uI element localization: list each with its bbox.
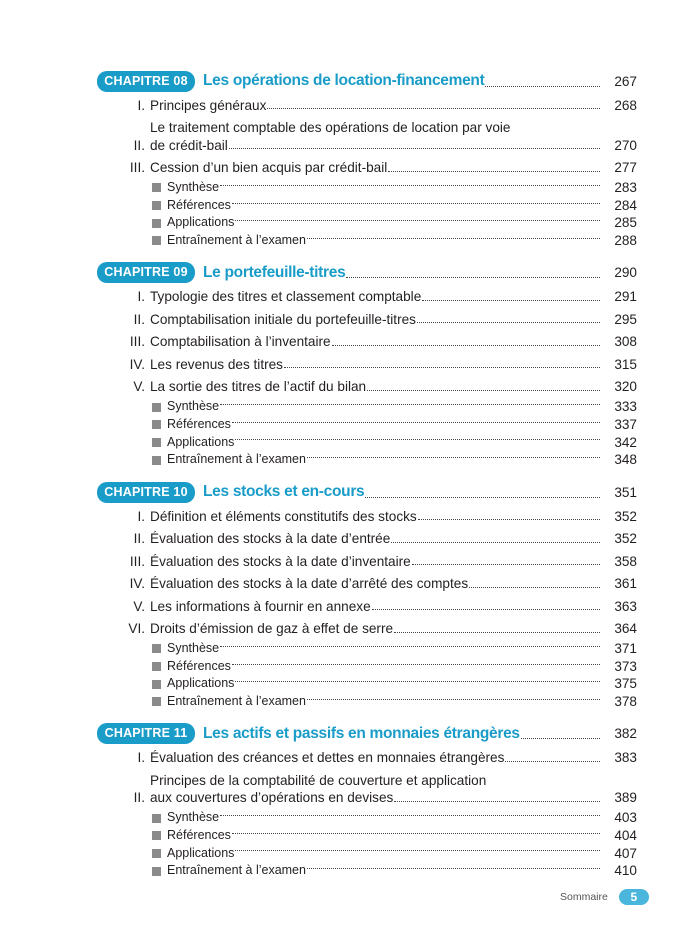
dot-leader xyxy=(235,220,600,221)
square-bullet-icon xyxy=(152,201,161,210)
chapter-title: Les opérations de location-financement xyxy=(203,72,485,89)
section-title: Évaluation des stocks à la date d’entrée xyxy=(150,531,391,546)
section-number: IV. xyxy=(129,356,145,372)
footer-section-label: Sommaire xyxy=(560,891,608,903)
toc-subitem[interactable] xyxy=(97,640,637,658)
square-bullet-icon xyxy=(152,456,161,465)
section-line xyxy=(150,378,637,396)
subitem-label: Entraînement à l’examen xyxy=(167,452,306,467)
section-line xyxy=(150,159,637,177)
page-number: 410 xyxy=(614,863,637,879)
page-number: 403 xyxy=(614,810,637,826)
subitem-label: Synthèse xyxy=(167,399,220,414)
section-line xyxy=(150,553,637,571)
dot-leader xyxy=(232,203,600,204)
section-text xyxy=(150,378,637,396)
section-title: Comptabilisation à l’inventaire xyxy=(150,334,331,350)
toc-section[interactable] xyxy=(97,769,637,809)
toc-section[interactable] xyxy=(97,618,637,641)
page-number: 364 xyxy=(614,621,637,636)
subitem-label: Références xyxy=(167,827,231,842)
toc-subitem[interactable] xyxy=(97,693,637,711)
section-title: Cession d’un bien acquis par crédit-bail xyxy=(150,160,388,175)
section-number: II. xyxy=(133,790,145,806)
dot-leader xyxy=(332,345,600,346)
page-number: 268 xyxy=(614,97,637,113)
toc-subitem[interactable] xyxy=(97,845,637,863)
toc-subitem[interactable] xyxy=(97,197,637,215)
section-text xyxy=(150,553,637,571)
dot-leader xyxy=(284,367,600,368)
square-bullet-icon xyxy=(152,183,161,192)
dot-leader xyxy=(394,801,600,802)
section-number: II. xyxy=(133,137,145,153)
section-title: aux couvertures d’opérations en devises xyxy=(150,790,394,806)
page-number: 348 xyxy=(614,452,637,468)
section-text xyxy=(150,620,637,638)
section-line xyxy=(150,333,637,351)
page-number: 352 xyxy=(614,508,637,524)
dot-leader xyxy=(220,404,600,405)
dot-leader xyxy=(235,850,600,851)
square-bullet-icon xyxy=(152,236,161,245)
dot-leader xyxy=(232,833,600,834)
toc-subitem[interactable] xyxy=(97,862,637,880)
page-number-badge: 5 xyxy=(619,889,649,905)
section-text xyxy=(150,772,637,807)
chapter-title: Les actifs et passifs en monnaies étrangères xyxy=(203,724,520,742)
page-number: 295 xyxy=(614,311,637,327)
section-line xyxy=(150,356,637,374)
page-number: 315 xyxy=(614,356,637,372)
toc-subitem[interactable] xyxy=(97,214,637,232)
subitem-label: Synthèse xyxy=(167,810,220,825)
toc-section[interactable] xyxy=(97,117,637,157)
toc-subitem[interactable] xyxy=(97,232,637,250)
dot-leader xyxy=(307,457,600,458)
section-number: II. xyxy=(133,311,145,327)
subitem-label: Références xyxy=(167,658,231,673)
toc-section[interactable] xyxy=(97,94,637,117)
dot-leader xyxy=(521,738,600,739)
chapter-title: Le portefeuille-titres xyxy=(203,263,346,281)
chapter-badge: CHAPITRE 08 xyxy=(97,71,195,92)
chapter-heading[interactable] xyxy=(97,721,637,747)
section-line xyxy=(150,311,637,329)
section-title: Comptabilisation initiale du portefeuille-titres xyxy=(150,311,416,327)
page-number: 270 xyxy=(614,137,637,153)
section-line xyxy=(150,598,637,616)
page-number: 361 xyxy=(614,576,637,591)
square-bullet-icon xyxy=(152,867,161,876)
section-title: Les informations à fournir en annexe xyxy=(150,598,371,614)
dot-leader xyxy=(485,86,600,87)
page-number: 285 xyxy=(614,215,637,231)
dot-leader xyxy=(388,171,600,172)
section-text xyxy=(150,288,637,306)
section-number: VI. xyxy=(128,621,145,636)
section-number: II. xyxy=(133,531,145,546)
toc-section[interactable] xyxy=(97,331,637,354)
toc-section[interactable] xyxy=(97,505,637,528)
toc-section[interactable] xyxy=(97,550,637,573)
section-line xyxy=(150,288,637,306)
subitem-label: Entraînement à l’examen xyxy=(167,233,306,248)
section-line xyxy=(150,620,637,638)
subitem-label: Applications xyxy=(167,676,235,691)
page-number: 337 xyxy=(614,416,637,432)
section-title: Définition et éléments constitutifs des stocks xyxy=(150,508,417,524)
dot-leader xyxy=(232,422,600,423)
dot-leader xyxy=(346,277,600,278)
section-number: I. xyxy=(137,97,145,113)
section-line xyxy=(150,508,637,526)
dot-leader xyxy=(394,632,600,633)
dot-leader xyxy=(307,699,600,700)
section-number: IV. xyxy=(129,576,145,591)
section-number: III. xyxy=(129,334,145,350)
subitem-label: Applications xyxy=(167,434,235,449)
section-number: III. xyxy=(129,553,145,569)
page-number: 342 xyxy=(614,434,637,450)
page-number: 291 xyxy=(614,289,637,305)
section-number: I. xyxy=(137,289,145,305)
section-text xyxy=(150,356,637,374)
dot-leader xyxy=(232,664,600,665)
square-bullet-icon xyxy=(152,420,161,429)
square-bullet-icon xyxy=(152,680,161,689)
section-text xyxy=(150,311,637,329)
chapter-badge: CHAPITRE 09 xyxy=(97,262,195,283)
subitem-label: Applications xyxy=(167,845,235,860)
section-line xyxy=(150,97,637,115)
page-number: 389 xyxy=(614,790,637,806)
section-title: Évaluation des créances et dettes en monnaies étrangères xyxy=(150,750,505,766)
toc-subitem[interactable] xyxy=(97,434,637,452)
subitem-label: Références xyxy=(167,197,231,212)
page-number: 308 xyxy=(614,334,637,350)
page-number: 333 xyxy=(614,399,637,415)
subitem-label: Applications xyxy=(167,215,235,230)
page-number: 382 xyxy=(614,726,637,742)
toc-subitem[interactable] xyxy=(97,179,637,197)
dot-leader xyxy=(365,497,600,498)
toc-subitem[interactable] xyxy=(97,809,637,827)
page-number: 378 xyxy=(614,694,637,710)
section-title: Principes de la comptabilité de couverture et application xyxy=(150,772,487,788)
page-number: 404 xyxy=(614,827,637,843)
toc-section[interactable] xyxy=(97,157,637,180)
chapter-title: Les stocks et en-cours xyxy=(203,483,365,500)
subitem-label: Entraînement à l’examen xyxy=(167,863,306,878)
section-title: Le traitement comptable des opérations de location par voie xyxy=(150,120,511,135)
toc-subitem[interactable] xyxy=(97,658,637,676)
page-number: 283 xyxy=(614,180,637,195)
section-title: Droits d’émission de gaz à effet de serre xyxy=(150,621,394,636)
section-title: Principes généraux xyxy=(150,97,267,113)
dot-leader xyxy=(307,868,600,869)
toc-section[interactable] xyxy=(97,376,637,399)
toc-subitem[interactable] xyxy=(97,675,637,693)
page-number: 383 xyxy=(614,750,637,766)
square-bullet-icon xyxy=(152,403,161,412)
section-text xyxy=(150,598,637,616)
square-bullet-icon xyxy=(152,438,161,447)
section-title: Typologie des titres et classement comptable xyxy=(150,289,422,305)
square-bullet-icon xyxy=(152,662,161,671)
page-number: 373 xyxy=(614,658,637,674)
toc-section[interactable] xyxy=(97,747,637,770)
section-text xyxy=(150,119,637,154)
square-bullet-icon xyxy=(152,814,161,823)
toc-subitem[interactable] xyxy=(97,451,637,469)
page-number: 371 xyxy=(614,641,637,656)
section-title: de crédit-bail xyxy=(150,137,228,153)
chapter-badge: CHAPITRE 11 xyxy=(97,723,195,744)
page-footer xyxy=(560,889,649,905)
section-text xyxy=(150,530,637,548)
section-text xyxy=(150,575,637,593)
toc-section[interactable] xyxy=(97,595,637,618)
section-title: Évaluation des stocks à la date d’inventaire xyxy=(150,553,411,569)
toc-section[interactable] xyxy=(97,528,637,551)
section-line xyxy=(150,137,637,155)
square-bullet-icon xyxy=(152,219,161,228)
page-number: 351 xyxy=(614,484,637,500)
page-number: 352 xyxy=(614,531,637,546)
toc-subitem[interactable] xyxy=(97,398,637,416)
section-line xyxy=(150,789,637,807)
dot-leader xyxy=(229,148,600,149)
dot-leader xyxy=(412,564,600,565)
page-number: 290 xyxy=(614,265,637,281)
dot-leader xyxy=(220,646,600,647)
subitem-label: Entraînement à l’examen xyxy=(167,694,306,709)
section-line xyxy=(150,749,637,767)
toc-section[interactable] xyxy=(97,286,637,309)
section-number: I. xyxy=(137,750,145,766)
dot-leader xyxy=(372,609,600,610)
page-number: 363 xyxy=(614,598,637,614)
section-title: Évaluation des stocks à la date d’arrêté des comptes xyxy=(150,576,469,591)
dot-leader xyxy=(367,390,600,391)
dot-leader xyxy=(307,238,600,239)
page-number: 288 xyxy=(614,233,637,249)
chapter-heading[interactable] xyxy=(97,260,637,286)
section-line xyxy=(150,772,637,790)
section-line xyxy=(150,575,637,593)
page-number: 267 xyxy=(614,73,637,89)
table-of-contents xyxy=(97,68,637,880)
square-bullet-icon xyxy=(152,644,161,653)
section-text xyxy=(150,749,637,767)
section-number: V. xyxy=(133,379,145,395)
square-bullet-icon xyxy=(152,697,161,706)
dot-leader xyxy=(505,761,600,762)
subitem-label: Synthèse xyxy=(167,180,220,194)
page-number: 375 xyxy=(614,676,637,692)
section-text xyxy=(150,159,637,177)
page-number: 358 xyxy=(614,553,637,569)
toc-section[interactable] xyxy=(97,573,637,596)
dot-leader xyxy=(418,519,600,520)
section-number: III. xyxy=(129,160,145,175)
square-bullet-icon xyxy=(152,831,161,840)
section-number: I. xyxy=(137,508,145,524)
section-text xyxy=(150,97,637,115)
chapter-badge: CHAPITRE 10 xyxy=(97,482,195,503)
dot-leader xyxy=(235,439,600,440)
dot-leader xyxy=(235,681,600,682)
page-number: 277 xyxy=(614,160,637,175)
toc-subitem[interactable] xyxy=(97,416,637,434)
section-line xyxy=(150,119,637,137)
chapter-heading[interactable] xyxy=(97,479,637,505)
section-text xyxy=(150,508,637,526)
page-number: 284 xyxy=(614,197,637,213)
toc-section[interactable] xyxy=(97,308,637,331)
dot-leader xyxy=(469,587,600,588)
section-text xyxy=(150,333,637,351)
section-title: Les revenus des titres xyxy=(150,356,283,372)
section-number: V. xyxy=(133,598,145,614)
subitem-label: Références xyxy=(167,416,231,431)
subitem-label: Synthèse xyxy=(167,641,220,655)
dot-leader xyxy=(267,108,600,109)
section-line xyxy=(150,530,637,548)
dot-leader xyxy=(391,542,600,543)
toc-section[interactable] xyxy=(97,353,637,376)
page-number: 407 xyxy=(614,845,637,861)
dot-leader xyxy=(417,322,600,323)
toc-subitem[interactable] xyxy=(97,827,637,845)
chapter-heading[interactable] xyxy=(97,68,637,94)
square-bullet-icon xyxy=(152,849,161,858)
dot-leader xyxy=(422,300,600,301)
section-title: La sortie des titres de l’actif du bilan xyxy=(150,379,367,395)
dot-leader xyxy=(220,185,600,186)
dot-leader xyxy=(220,815,600,816)
page-number: 320 xyxy=(614,379,637,395)
